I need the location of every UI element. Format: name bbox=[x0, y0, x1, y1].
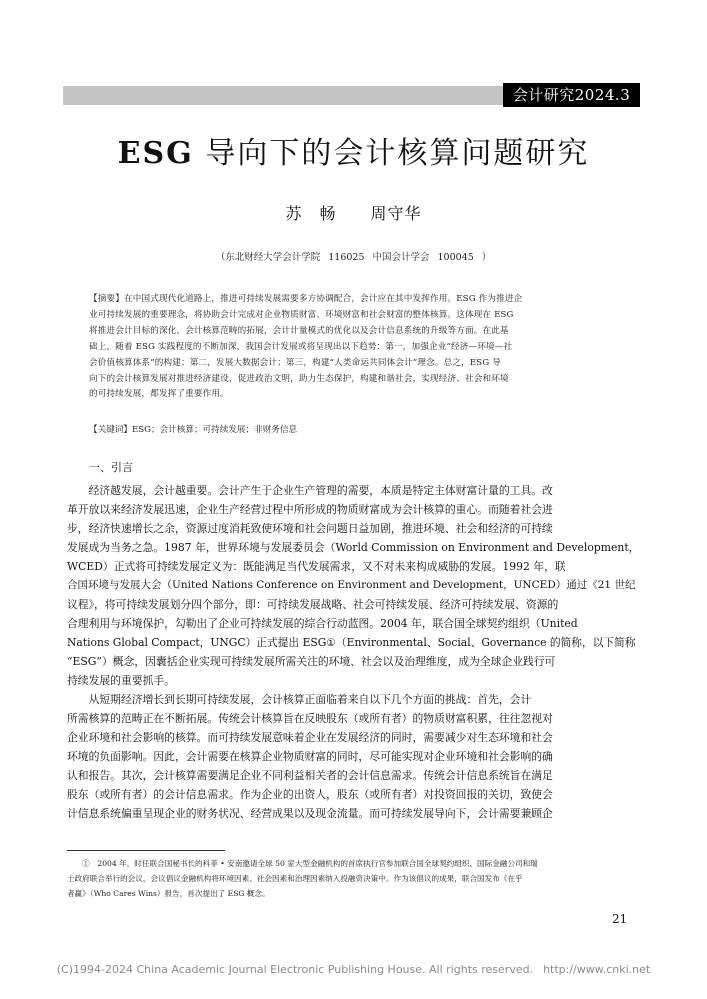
body-line: 议程》，将可持续发展划分四个部分，即：可持续发展战略、社会可持续发展、经济可持续发展、资源的 bbox=[67, 598, 559, 611]
body-line: Nations Global Compact，UNGC）正式提出 ESG①（Environmental、Social、Governance 的简称，以下简称 bbox=[67, 636, 636, 649]
article-title bbox=[0, 130, 707, 178]
footnote-line: ① 2004 年，时任联合国秘书长的科菲 • 安南邀请全球 50 家大型金融机构的首席执行官参加联合国全球契约组织、国际金融公司和瑞 bbox=[67, 859, 538, 868]
body-line: 企业环境和社会影响的核算。而可持续发展意味着企业在发展经济的同时，需要减少对生态环境和社会 bbox=[67, 731, 553, 744]
footnote-divider bbox=[67, 850, 225, 851]
affiliation-zip: 116025 bbox=[328, 252, 365, 263]
copyright-footer bbox=[0, 962, 707, 978]
cnki-link[interactable]: http://www.cnki.net bbox=[543, 963, 651, 976]
abstract-line: 业可持续发展的重要理念，将协助会计完成对企业物质财富、环境财富和社会财富的整体核算。这体现在 ESG bbox=[89, 309, 514, 320]
affiliation-close: ） bbox=[481, 252, 492, 263]
abstract bbox=[89, 292, 616, 403]
body-line: 认和报告。其次，会计核算需要满足企业不同利益相关者的会计信息需求。传统会计信息系统旨在满足 bbox=[67, 769, 553, 782]
footnote-line: 者赢》（Who Cares Wins）报告，首次提出了 ESG 概念。 bbox=[67, 889, 270, 898]
body-line: 合国环境与发展大会（United Nations Conference on Environment and Development，UNCED）通过《21 世纪 bbox=[67, 579, 636, 591]
body-line: 从短期经济增长到长期可持续发展，会计核算正面临着来自以下几个方面的挑战：首先，会计 bbox=[67, 693, 532, 706]
abstract-line: 【摘要】在中国式现代化道路上，推进可持续发展需要多方协调配合，会计应在其中发挥作用。ESG 作为推进企 bbox=[89, 294, 523, 304]
author-name: 周守华 bbox=[370, 204, 422, 223]
body-line: 革开放以来经济发展迅速，企业生产经营过程中所形成的物质财富成为会计核算的重心。而随着社会进 bbox=[67, 503, 553, 516]
keywords: 【关键词】ESG；会计核算；可持续发展；非财务信息 bbox=[89, 425, 298, 435]
journal-tag: 会计研究2024.3 bbox=[503, 83, 640, 107]
body-line: 持续发展的重要抓手。 bbox=[67, 674, 175, 687]
abstract-line: 的可持续发展，都发挥了重要作用。 bbox=[89, 389, 229, 400]
section-heading: 一、引言 bbox=[89, 461, 133, 474]
footnote bbox=[67, 856, 639, 901]
author-name: 苏 畅 bbox=[285, 204, 337, 223]
affiliation-org: 东北财经大学会计学院 bbox=[225, 252, 321, 263]
affiliation-org: 中国会计学会 bbox=[372, 252, 430, 263]
footnote-line: 士政府联合举行的会议，会议倡议金融机构将环境因素、社会因素和治理因素纳入投融资决策中。作为该倡议的成果，联合国发布《在乎 bbox=[67, 874, 523, 883]
body-line: “ESG”）概念，因囊括企业实现可持续发展所需关注的环境、社会以及治理维度，成为全球企业践行可 bbox=[67, 655, 556, 668]
body-line: 环境的负面影响。因此，会计需要在核算企业物质财富的同时，尽可能实现对企业环境和社会影响的确 bbox=[67, 750, 553, 763]
affiliation bbox=[0, 250, 707, 266]
abstract-line: 将推进会计目标的深化，会计核算范畴的拓展，会计计量模式的优化以及会计信息系统的升级等方面。在此基 bbox=[89, 325, 509, 336]
body-line: 股东（或所有者）的会计信息需求。作为企业的出资人，股东（或所有者）对投资回报的关切，致使会 bbox=[67, 788, 553, 801]
affiliation-open: （ bbox=[215, 252, 226, 263]
body-line: 经济越发展，会计越重要。会计产生于企业生产管理的需要，本质是特定主体财富计量的工具。改 bbox=[67, 484, 553, 497]
body-line: WCED）正式将可持续发展定义为：既能满足当代发展需求，又不对未来构成威胁的发展。1992 年，联 bbox=[67, 560, 566, 573]
author-list bbox=[0, 200, 707, 228]
affiliation-zip: 100045 bbox=[437, 252, 474, 263]
abstract-line: 础上，随着 ESG 实践程度的不断加深，我国会计发展或将呈现出以下趋势：第一，加强企业“经济—环境—社 bbox=[89, 341, 513, 352]
abstract-line: 会价值核算体系”的构建；第二，发展大数据会计；第三，构建“人类命运共同体会计”理念。总之，ESG 导 bbox=[89, 357, 501, 368]
page-number: 21 bbox=[612, 912, 628, 926]
title-cjk: 导向下的会计核算问题研究 bbox=[205, 136, 590, 171]
body-line: 步，经济快速增长之余，资源过度消耗致使环境和社会问题日益加剧，推进环境、社会和经济的可持续 bbox=[67, 522, 553, 535]
body-line: 所需核算的范畴正在不断拓展。传统会计核算旨在反映股东（或所有者）的物质财富积累，往往忽视对 bbox=[67, 712, 553, 725]
abstract-line: 向下的会计核算发展对推进经济建设，促进政治文明，助力生态保护，构建和谐社会，实现经济、社会和环境 bbox=[89, 373, 509, 384]
body-line: 发展成为当务之急。1987 年，世界环境与发展委员会（World Commission on Environment and Development， bbox=[67, 541, 640, 554]
copyright-notice: (C)1994-2024 China Academic Journal Electronic Publishing House. All rights reserved. bbox=[56, 963, 534, 976]
title-latin: ESG bbox=[117, 136, 194, 171]
body-text bbox=[67, 481, 639, 823]
body-line: 合理利用与环境保护，勾勒出了企业可持续发展的综合行动蓝图。2004 年，联合国全球契约组织（United bbox=[67, 617, 578, 630]
body-line: 计信息系统偏重呈现企业的财务状况、经营成果以及现金流量。而可持续发展导向下，会计需要兼顾企 bbox=[67, 807, 553, 820]
